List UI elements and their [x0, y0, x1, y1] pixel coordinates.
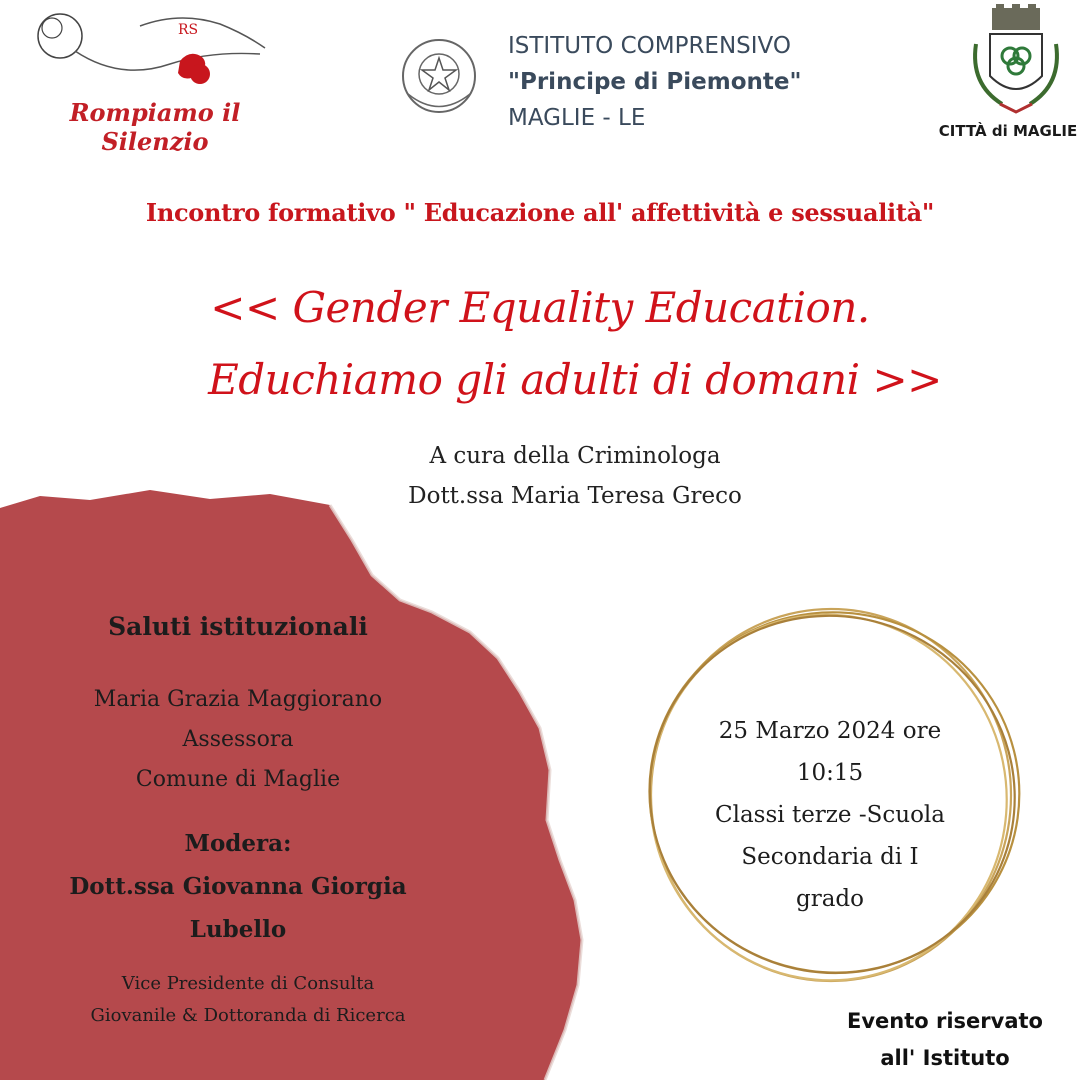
- poppy-silhouette-icon: [30, 6, 280, 106]
- moderator-block: [28, 822, 448, 951]
- citta-di-maglie-crest-icon: [962, 4, 1070, 119]
- headline-line-1: << Gender Equality Education.: [210, 283, 870, 332]
- event-details: [660, 710, 1000, 920]
- event-audience-3: grado: [795, 886, 864, 912]
- school-name-block: [508, 28, 801, 136]
- greetings-title: Saluti istituzionali: [108, 612, 368, 641]
- event-audience-1: Classi terze -Scuola: [715, 802, 945, 828]
- moderator-label: Modera:: [184, 830, 292, 857]
- moderator-role-2: Giovanile & Dottoranda di Ricerca: [90, 1005, 406, 1026]
- headline-line-2: Educhiamo gli adulti di domani >>: [208, 355, 942, 404]
- italian-republic-emblem-icon: [398, 34, 480, 118]
- event-time: 10:15: [796, 760, 864, 786]
- reserved-line-2: all' Istituto: [880, 1046, 1010, 1070]
- moderator-name-2: Lubello: [189, 916, 287, 943]
- curator-block: [0, 436, 1080, 516]
- greetings-role: Assessora: [182, 727, 294, 752]
- school-line-1: ISTITUTO COMPRENSIVO: [508, 33, 791, 59]
- curator-line-1: A cura della Criminologa: [429, 443, 721, 469]
- reserved-line-1: Evento riservato: [847, 1009, 1043, 1033]
- svg-text:RS: RS: [178, 22, 199, 38]
- city-label: CITTÀ di MAGLIE: [938, 122, 1078, 140]
- school-line-2: "Principe di Piemonte": [508, 69, 802, 95]
- event-subtitle: Incontro formativo " Educazione all' affettività e sessualità": [145, 198, 935, 227]
- moderator-name-1: Dott.ssa Giovanna Giorgia: [69, 873, 407, 900]
- moderator-role-block: [38, 968, 458, 1032]
- event-date: 25 Marzo 2024 ore: [718, 718, 942, 744]
- moderator-role-1: Vice Presidente di Consulta: [121, 973, 375, 994]
- greetings-org: Comune di Maglie: [135, 767, 341, 792]
- greetings-block: [28, 680, 448, 800]
- reserved-note: [820, 1003, 1070, 1077]
- greetings-name: Maria Grazia Maggiorano: [93, 687, 383, 712]
- curator-line-2: Dott.ssa Maria Teresa Greco: [408, 483, 742, 509]
- school-line-3: MAGLIE - LE: [508, 105, 646, 131]
- event-audience-2: Secondaria di I: [741, 844, 919, 870]
- rompiamo-il-silenzio-logo: [30, 6, 280, 156]
- logo-text: Rompiamo il Silenzio: [69, 98, 241, 156]
